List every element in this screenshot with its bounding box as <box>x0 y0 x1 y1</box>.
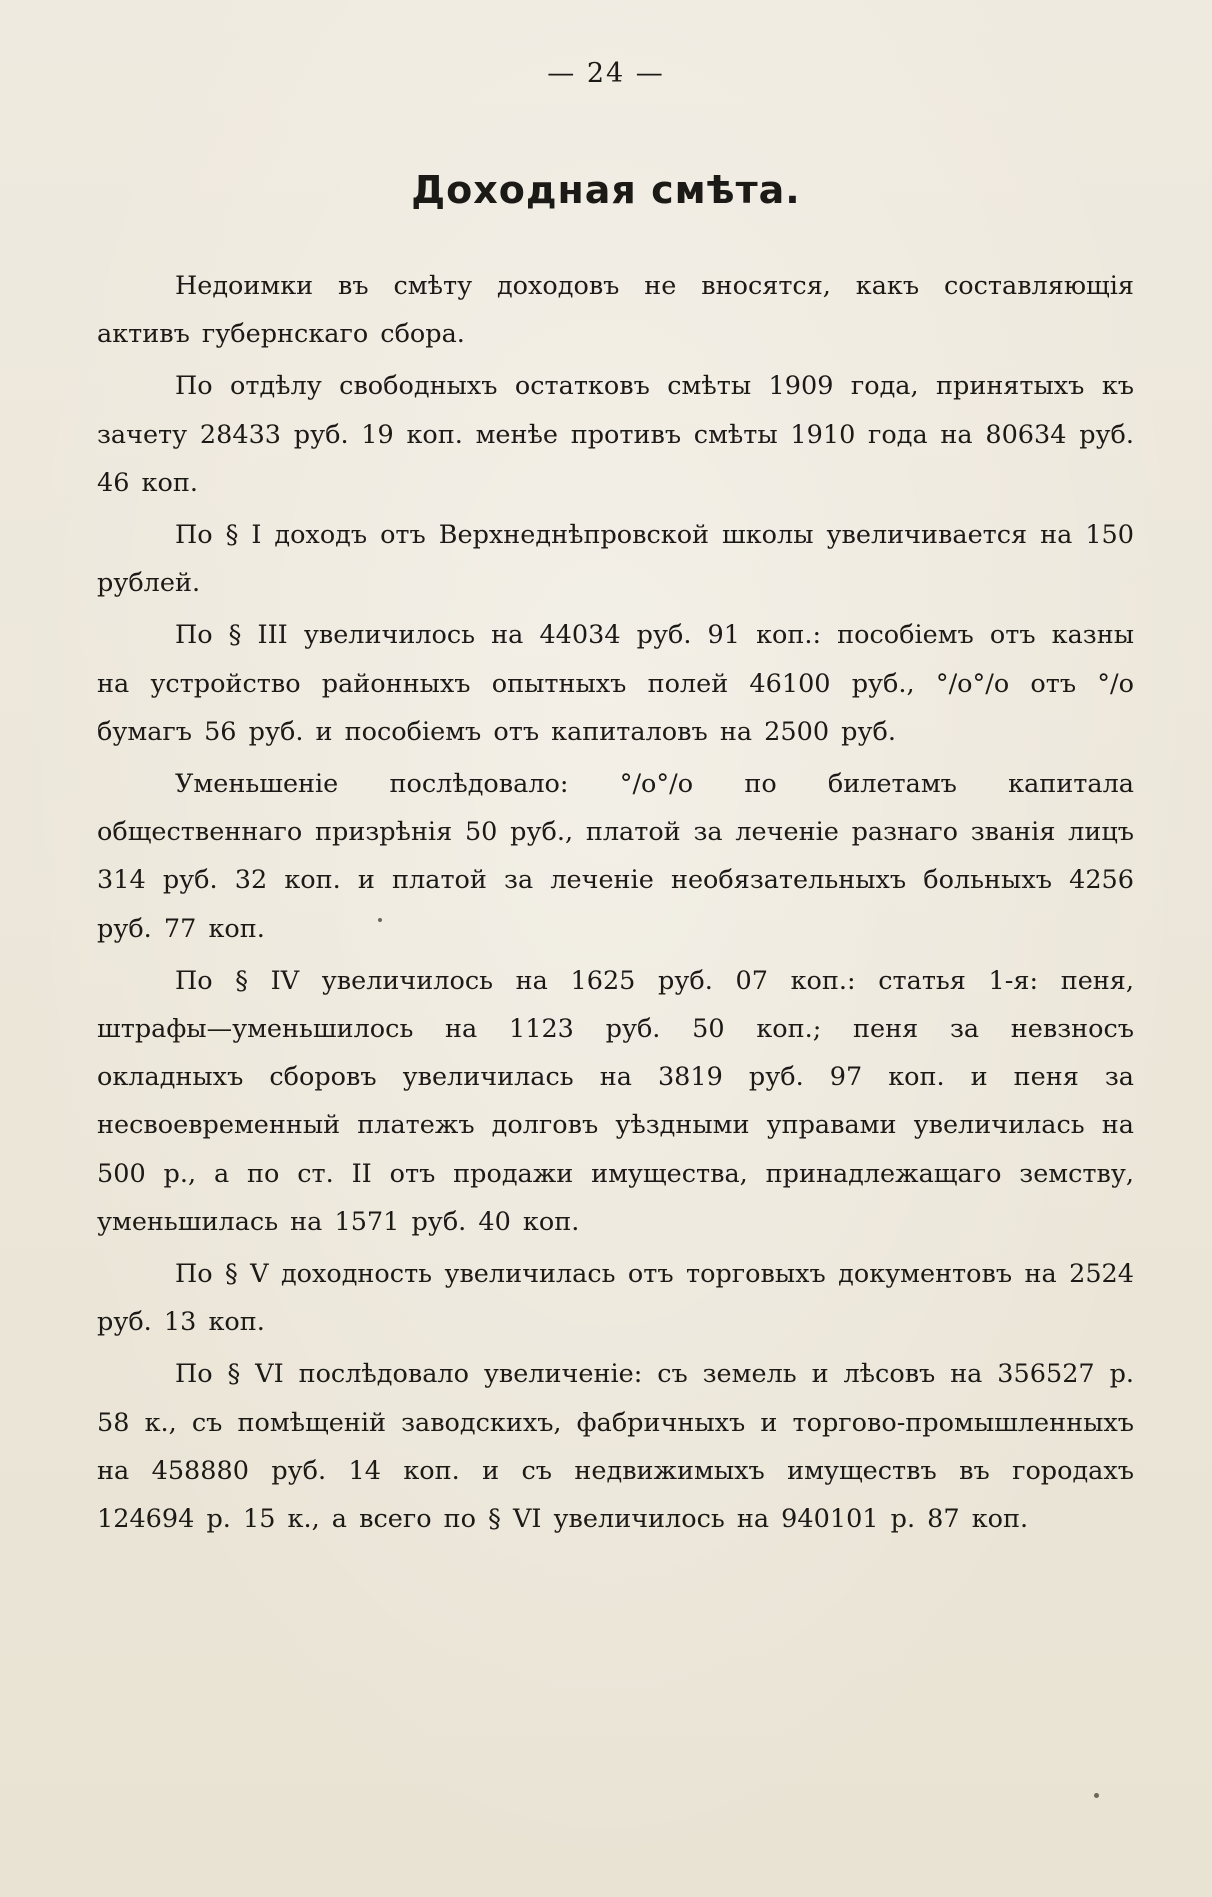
paragraph-arrears: Недоимки въ смѣту доходовъ не вносятся, какъ составляющія активъ губернскаго сбора. <box>97 271 1134 350</box>
body-text <box>97 262 1134 1547</box>
paragraph-free-balances: По отдѣлу свободныхъ остатковъ смѣты 1909 года, принятыхъ къ зачету 28433 руб. 19 коп. менѣе противъ смѣты 1910 года на 80634 руб. 46 коп. <box>97 371 1134 498</box>
paragraph-section-1: По § I доходъ отъ Верхнеднѣпровской школы увеличивается на 150 рублей. <box>97 520 1134 599</box>
page-number: — 24 — <box>547 58 665 89</box>
section-title: Доходная смѣта. <box>411 168 801 212</box>
paragraph-section-4: По § IV увеличилось на 1625 руб. 07 коп.: статья 1-я: пеня, штрафы—уменьшилось на 1123 руб. 50 коп.; пеня за невзносъ окладныхъ сборовъ увеличилась на 3819 руб. 97 коп. и пеня за несвоевременный платежъ долговъ уѣздными управами увеличилась на 500 р., а по ст. II отъ продажи имущества, принадлежащаго земству, уменьшилась на 1571 руб. 40 коп. <box>97 965 1134 1237</box>
paper-speck <box>1094 1793 1099 1798</box>
paragraph-section-3: По § III увеличилось на 44034 руб. 91 коп.: пособіемъ отъ казны на устройство районныхъ опытныхъ полей 46100 руб., °/о°/о отъ °/о бумагъ 56 руб. и пособіемъ отъ капиталовъ на 2500 руб. <box>97 620 1134 747</box>
paragraph-section-6: По § VI послѣдовало увеличеніе: съ земель и лѣсовъ на 356527 р. 58 к., съ помѣщеній заводскихъ, фабричныхъ и торгово-промышленныхъ на 458880 руб. 14 коп. и съ недвижимыхъ имуществъ въ городахъ 124694 р. 15 к., а всего по § VI увеличилось на 940101 р. 87 коп. <box>97 1359 1134 1535</box>
paragraph-decrease: Уменьшеніе послѣдовало: °/о°/о по билетамъ капитала общественнаго призрѣнія 50 руб., платой за леченіе разнаго званія лицъ 314 руб. 32 коп. и платой за леченіе необязательныхъ больныхъ 4256 руб. 77 коп. <box>97 769 1134 944</box>
paper-speck <box>378 918 382 922</box>
paragraph-section-5: По § V доходность увеличилась отъ торговыхъ документовъ на 2524 руб. 13 коп. <box>97 1259 1134 1338</box>
